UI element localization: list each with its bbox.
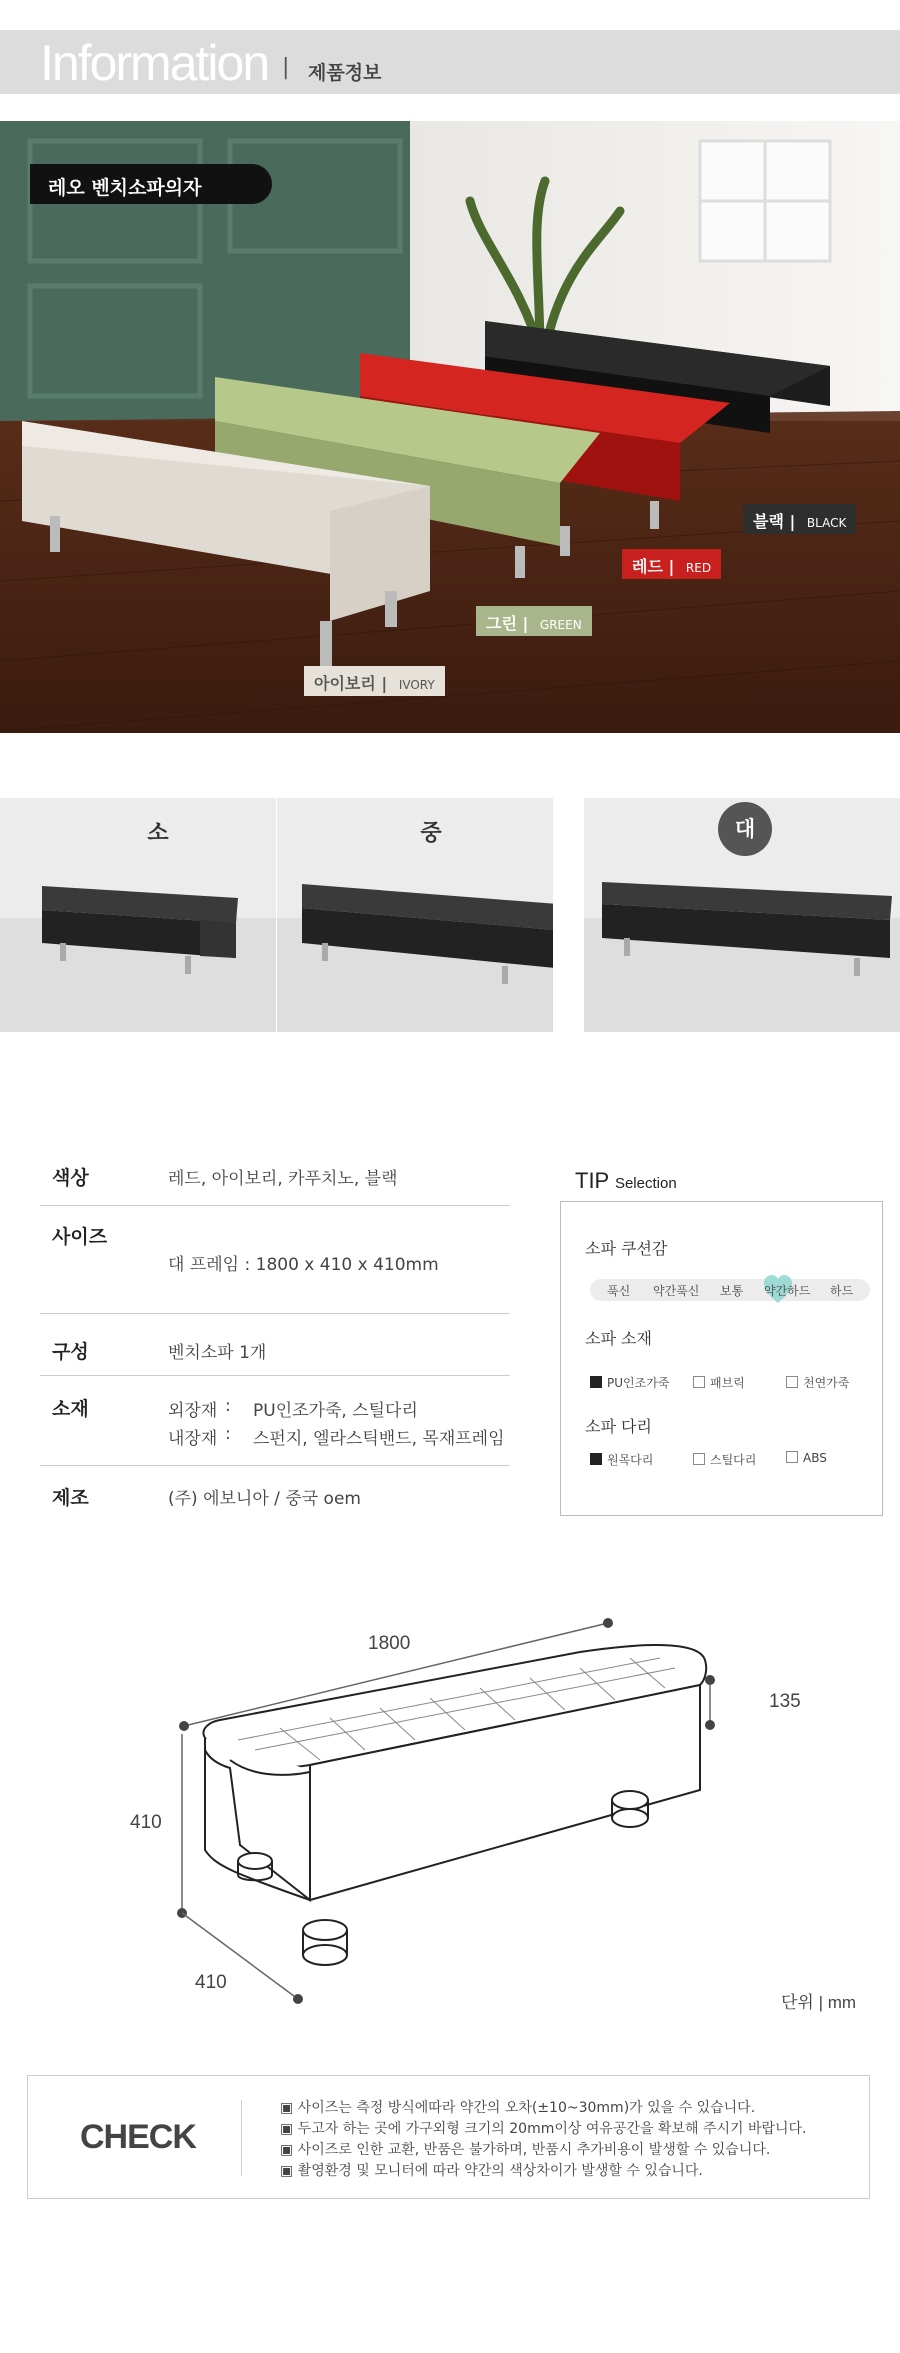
- dimension-height: 410: [130, 1812, 162, 1833]
- tip-legs-label: 소파 다리: [585, 1417, 652, 1436]
- legs-option-checked: 원목다리: [590, 1451, 653, 1468]
- legs-option: 스틸다리: [693, 1451, 756, 1468]
- spec-composition-value: 벤치소파 1개: [168, 1343, 267, 1363]
- spec-color-value: 레드, 아이보리, 카푸치노, 블랙: [168, 1169, 398, 1189]
- dimension-depth: 410: [195, 1972, 227, 1993]
- spec-material-colon: :: [225, 1424, 231, 1444]
- spec-size-value: 대 프레임 : 1800 x 410 x 410mm: [168, 1255, 439, 1275]
- cushion-option: 하드: [830, 1284, 854, 1298]
- spec-color-label: 색상: [52, 1167, 89, 1189]
- dimension-width: 1800: [368, 1633, 411, 1654]
- checkbox-icon: [693, 1376, 705, 1388]
- spec-material-inner-value: 스펀지, 엘라스틱밴드, 목재프레임: [253, 1429, 505, 1449]
- cushion-option: 약간푹신: [653, 1284, 700, 1298]
- spec-maker-value: (주) 에보니아 / 중국 oem: [168, 1489, 361, 1509]
- check-note: ▣ 사이즈는 측정 방식에따라 약간의 오차(±10~30mm)가 있을 수 있습니다.: [280, 2100, 756, 2116]
- color-tag-red: 레드 | RED: [622, 549, 721, 579]
- cushion-option-selected: 약간하드: [764, 1284, 811, 1298]
- page-subtitle: 제품정보: [308, 62, 382, 84]
- color-tag-green: 그린 | GREEN: [476, 606, 592, 636]
- divider: [40, 1375, 510, 1376]
- cushion-option: 푹신: [607, 1284, 631, 1298]
- check-title: CHECK: [80, 2118, 196, 2156]
- spec-material-label: 소재: [52, 1398, 89, 1420]
- cushion-option: 보통: [720, 1284, 744, 1298]
- check-note: ▣ 촬영환경 및 모니터에 따라 약간의 색상차이가 발생할 수 있습니다.: [280, 2163, 703, 2179]
- size-label-large: 대: [718, 802, 772, 856]
- material-option-checked: PU인조가죽: [590, 1374, 669, 1391]
- hero-image: [0, 121, 900, 733]
- check-note: ▣ 두고자 하는 곳에 가구외형 크기의 20mm이상 여유공간을 확보해 주시기 바랍니다.: [280, 2121, 807, 2137]
- header-separator: |: [282, 55, 290, 80]
- divider: [40, 1313, 510, 1314]
- spec-material-outer-value: PU인조가죽, 스틸다리: [253, 1401, 418, 1421]
- checkbox-icon: [693, 1453, 705, 1465]
- dimension-top: 135: [769, 1691, 801, 1712]
- checkbox-icon: [786, 1451, 798, 1463]
- legs-option: ABS: [786, 1451, 827, 1465]
- divider: [40, 1205, 510, 1206]
- checkbox-checked-icon: [590, 1376, 602, 1388]
- spec-size-label: 사이즈: [52, 1226, 108, 1248]
- spec-composition-label: 구성: [52, 1341, 89, 1363]
- spec-maker-label: 제조: [52, 1487, 89, 1509]
- unit-label: 단위 | mm: [781, 1993, 857, 2012]
- color-tag-black: 블랙 | BLACK: [743, 504, 856, 534]
- tip-material-label: 소파 소재: [585, 1329, 652, 1348]
- spec-material-colon: :: [225, 1396, 231, 1416]
- checkbox-icon: [786, 1376, 798, 1388]
- size-label-small: 소: [147, 821, 169, 846]
- checkbox-checked-icon: [590, 1453, 602, 1465]
- dimension-diagram: [160, 1600, 780, 2030]
- material-option: 패브릭: [693, 1374, 745, 1391]
- color-tag-ivory: 아이보리 | IVORY: [304, 666, 445, 696]
- tip-title: TIP Selection: [575, 1168, 677, 1193]
- divider: [40, 1465, 510, 1466]
- size-label-medium: 중: [420, 821, 442, 846]
- spec-material-outer-label: 외장재: [168, 1401, 218, 1421]
- spec-material-inner-label: 내장재: [168, 1429, 218, 1449]
- page-title: Information: [40, 35, 269, 91]
- check-note: ▣ 사이즈로 인한 교환, 반품은 불가하며, 반품시 추가비용이 발생할 수 있습니다.: [280, 2142, 771, 2158]
- product-name-badge: 레오 벤치소파의자: [30, 164, 272, 204]
- material-option: 천연가죽: [786, 1374, 849, 1391]
- tip-cushion-label: 소파 쿠션감: [585, 1239, 668, 1258]
- check-divider: [241, 2100, 242, 2176]
